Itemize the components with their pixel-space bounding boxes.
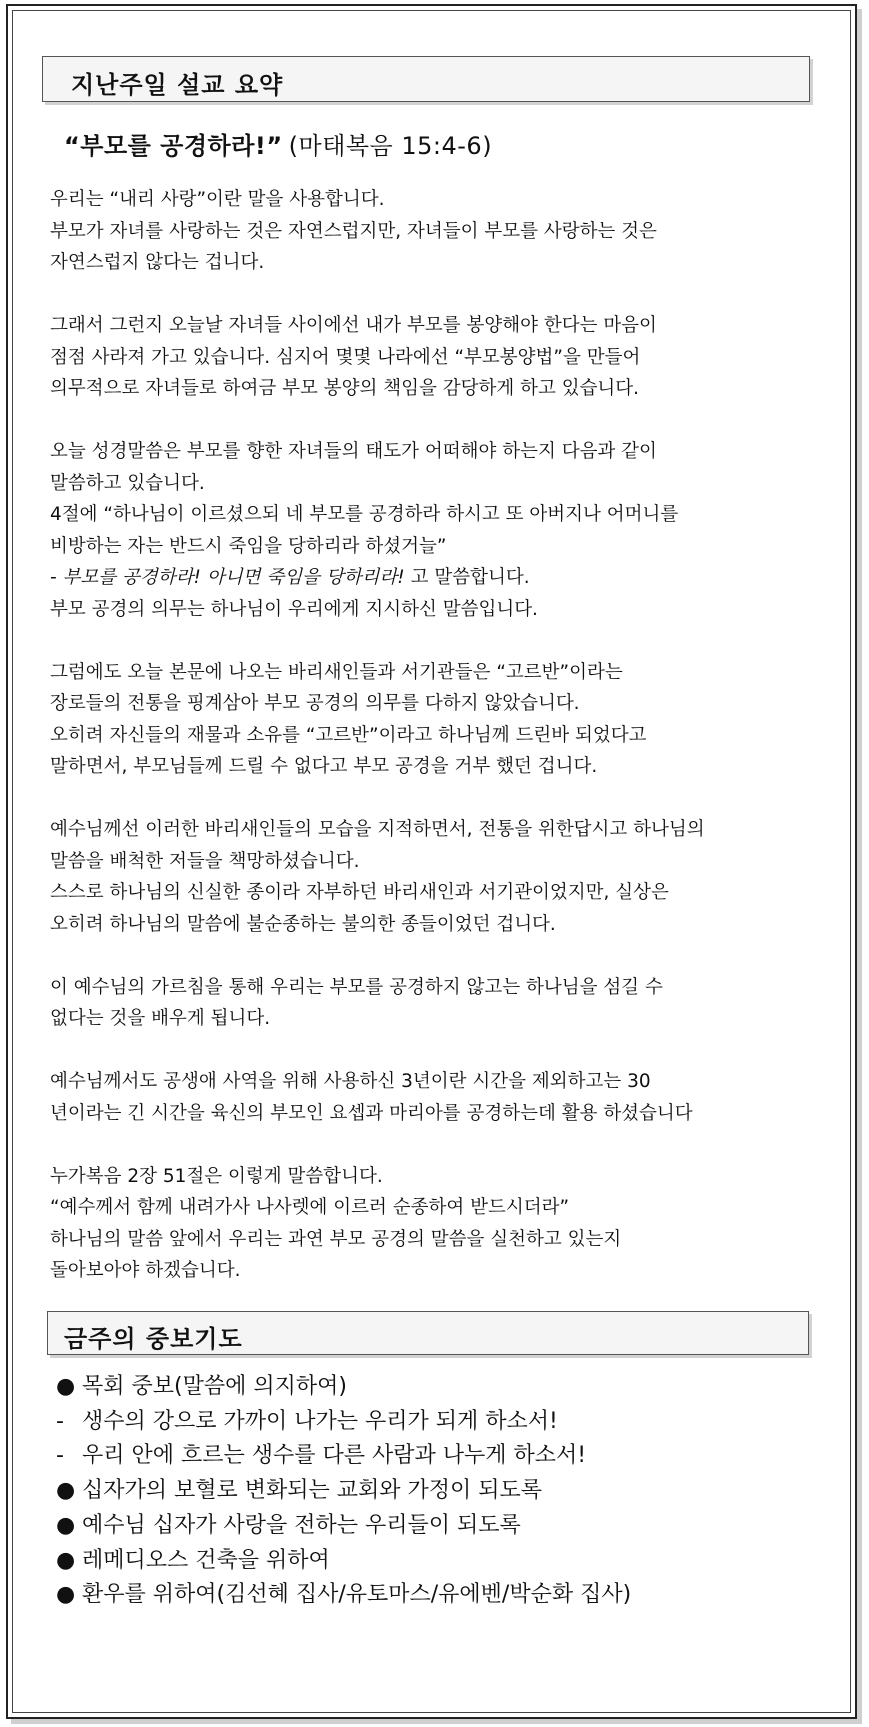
dash-marker: - bbox=[56, 1408, 64, 1434]
text-line: “예수께서 함께 내려가사 나사렛에 이르러 순종하여 받드시더라” bbox=[50, 1197, 570, 1218]
paragraph bbox=[50, 1161, 830, 1287]
text-line: 오히려 자신들의 재물과 소유를 “고르반”이라고 하나님께 드린바 되었다고 bbox=[50, 724, 647, 746]
text-line: 의무적으로 자녀들로 하여금 부모 봉양의 책임을 감당하게 하고 있습니다. bbox=[50, 378, 640, 399]
text-line: 없다는 것을 배우게 됩니다. bbox=[50, 1008, 271, 1029]
text-line: 자연스럽지 않다는 겁니다. bbox=[50, 252, 265, 273]
prayer-section-header bbox=[47, 1311, 809, 1355]
paragraph bbox=[50, 657, 830, 783]
text-line: 그래서 그런지 오늘날 자녀들 사이에선 내가 부모를 봉양해야 한다는 마음이 bbox=[50, 315, 657, 336]
text-line: 우리는 “내리 사랑”이란 말을 사용합니다. bbox=[50, 189, 385, 210]
bullet-icon: ● bbox=[56, 1512, 76, 1538]
list-item bbox=[56, 1439, 631, 1474]
list-item-text: 예수님 십자가 사랑을 전하는 우리들이 되도록 bbox=[82, 1512, 521, 1538]
text-line: 점점 사라져 가고 있습니다. 심지어 몇몇 나라에선 “부모봉양법”을 만들어 bbox=[50, 346, 641, 368]
paragraph bbox=[50, 436, 830, 625]
list-item-text: 레메디오스 건축을 위하여 bbox=[82, 1547, 330, 1573]
text-line: 스스로 하나님의 신실한 종이라 자부하던 바리새인과 서기관이었지만, 실상은 bbox=[50, 882, 669, 903]
sermon-title bbox=[64, 126, 492, 161]
list-item-text: 목회 중보(말씀에 의지하여) bbox=[82, 1374, 347, 1399]
text-line: 장로들의 전통을 핑계삼아 부모 공경의 의무를 다하지 않았습니다. bbox=[50, 693, 580, 714]
text-line: 년이라는 긴 시간을 육신의 부모인 요셉과 마리아를 공경하는데 활용 하셨습니다 bbox=[50, 1102, 693, 1124]
list-item bbox=[56, 1474, 631, 1509]
paragraph bbox=[50, 972, 830, 1035]
list-item-text: 환우를 위하여(김선혜 집사/유토마스/유에벤/박순화 집사) bbox=[82, 1582, 632, 1608]
list-item bbox=[56, 1370, 631, 1405]
text-line: 오늘 성경말씀은 부모를 향한 자녀들의 태도가 어떠해야 하는지 다음과 같이 bbox=[50, 441, 657, 462]
bullet-icon: ● bbox=[56, 1582, 76, 1608]
list-item bbox=[56, 1509, 631, 1544]
paragraph bbox=[50, 184, 830, 279]
text-line: 그럼에도 오늘 본문에 나오는 바리새인들과 서기관들은 “고르반”이라는 bbox=[50, 661, 623, 683]
bullet-icon: ● bbox=[56, 1374, 76, 1399]
paragraph bbox=[50, 1066, 830, 1129]
prayer-list bbox=[56, 1370, 631, 1613]
list-item-text: 십자가의 보혈로 변화되는 교회와 가정이 되도록 bbox=[82, 1478, 543, 1504]
text-line: 말씀하고 있습니다. bbox=[50, 472, 205, 494]
sermon-summary-header bbox=[42, 56, 810, 102]
sermon-title-text: “부모를 공경하라!” bbox=[64, 132, 283, 160]
list-item-text: 우리 안에 흐르는 생수를 다른 사람과 나누게 하소서! bbox=[82, 1443, 587, 1469]
paragraph bbox=[50, 310, 830, 405]
emphasis-italic-text: - 부모를 공경하라! 아니면 죽임을 당하리라! bbox=[50, 567, 405, 588]
text-line: 예수님께선 이러한 바리새인들의 모습을 지적하면서, 전통을 위한답시고 하나님의 bbox=[50, 819, 705, 840]
list-item bbox=[56, 1544, 631, 1579]
dash-marker: - bbox=[56, 1443, 64, 1469]
text-line: 말하면서, 부모님들께 드릴 수 없다고 부모 공경을 거부 했던 겁니다. bbox=[50, 756, 598, 777]
prayer-section-header-label: 금주의 중보기도 bbox=[64, 1325, 243, 1353]
text-line: 누가복음 2장 51절은 이렇게 말씀합니다. bbox=[50, 1165, 383, 1187]
text-line: 4절에 “하나님이 이르셨으되 네 부모를 공경하라 하시고 또 아버지나 어머니를 bbox=[50, 504, 679, 525]
text-line: 말씀을 배척한 저들을 책망하셨습니다. bbox=[50, 850, 360, 872]
text-line: 부모가 자녀를 사랑하는 것은 자연스럽지만, 자녀들이 부모를 사랑하는 것은 bbox=[50, 220, 657, 242]
text-line: 오히려 하나님의 말씀에 불순종하는 불의한 종들이었던 겁니다. bbox=[50, 913, 556, 935]
sermon-scripture-reference: (마태복음 15:4-6) bbox=[288, 132, 493, 160]
emphasis-line bbox=[50, 562, 830, 594]
text-line: 예수님께서도 공생애 사역을 위해 사용하신 3년이란 시간을 제외하고는 30 bbox=[50, 1071, 651, 1092]
text-line: 비방하는 자는 반드시 죽임을 당하리라 하셨거늘” bbox=[50, 535, 447, 557]
bullet-icon: ● bbox=[56, 1478, 76, 1504]
list-item bbox=[56, 1405, 631, 1440]
paragraph bbox=[50, 814, 830, 940]
sermon-summary-header-label: 지난주일 설교 요약 bbox=[71, 71, 284, 99]
text-line: 이 예수님의 가르침을 통해 우리는 부모를 공경하지 않고는 하나님을 섬길 수 bbox=[50, 976, 663, 998]
text-line: 돌아보아야 하겠습니다. bbox=[50, 1260, 241, 1281]
text-line: 부모 공경의 의무는 하나님이 우리에게 지시하신 말씀입니다. bbox=[50, 598, 538, 620]
bullet-icon: ● bbox=[56, 1547, 76, 1573]
list-item bbox=[56, 1578, 631, 1613]
text-line: 하나님의 말씀 앞에서 우리는 과연 부모 공경의 말씀을 실천하고 있는지 bbox=[50, 1228, 622, 1250]
emphasis-trailing-text: 고 말씀합니다. bbox=[404, 567, 530, 588]
sermon-body bbox=[50, 184, 830, 1287]
list-item-text: 생수의 강으로 가까이 나가는 우리가 되게 하소서! bbox=[82, 1408, 558, 1434]
